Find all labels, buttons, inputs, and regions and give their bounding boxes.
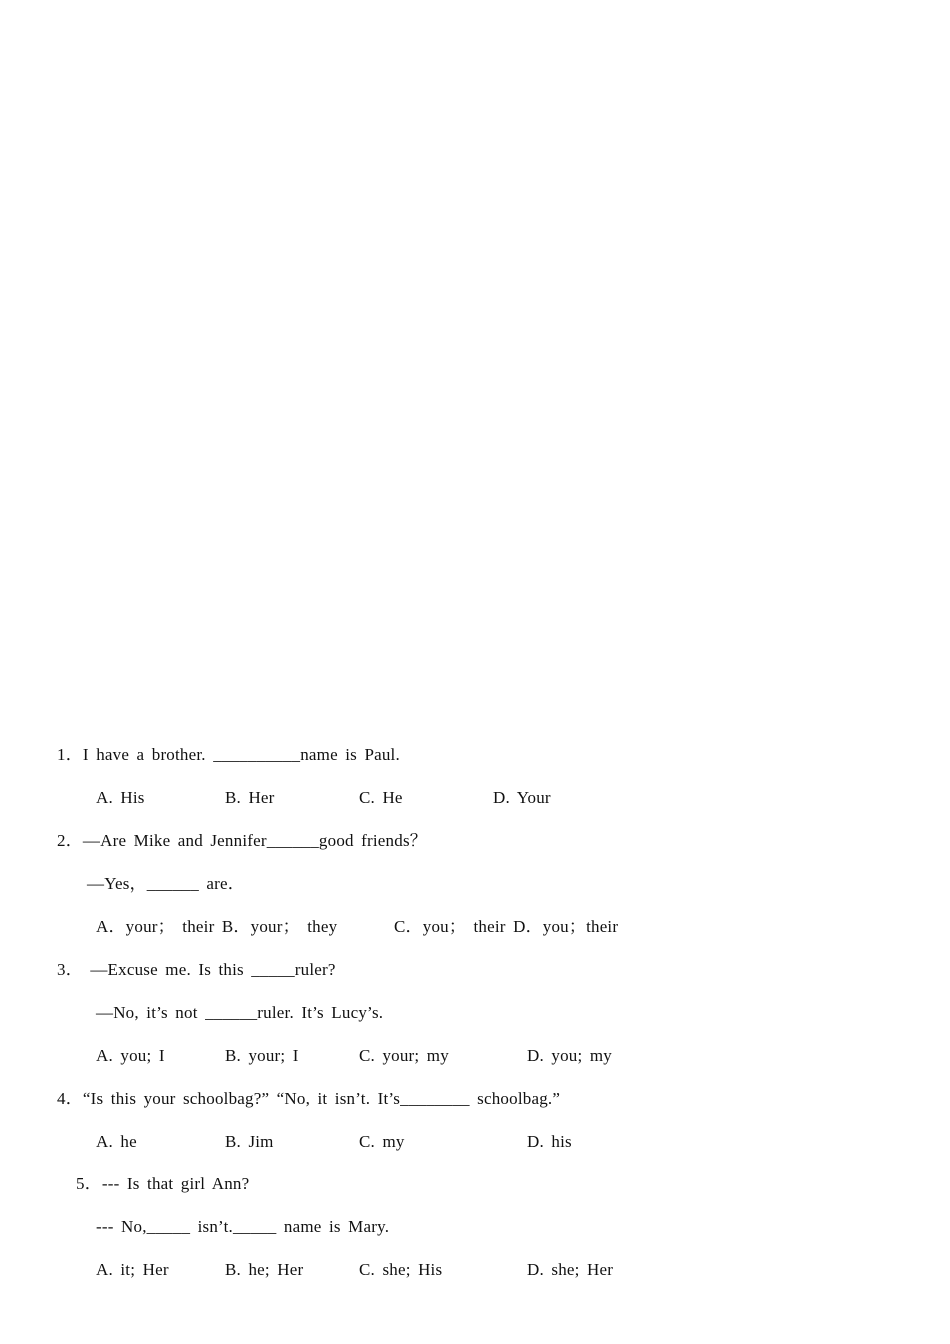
question-3-option-a: A. you; I: [96, 1046, 165, 1065]
question-4-stem: 4．“Is this your schoolbag?” “No, it isn’t. It’s________ schoolbag.”: [57, 1089, 561, 1108]
question-2-options-ab: A．your； their B．your； they: [96, 917, 338, 936]
question-2-stem: 2．—Are Mike and Jennifer______good friends？: [57, 831, 427, 850]
question-1-option-c: C. He: [359, 788, 403, 807]
question-1-option-a: A. His: [96, 788, 145, 807]
question-3-option-b: B. your; I: [225, 1046, 299, 1065]
question-5-reply: --- No,_____ isn’t._____ name is Mary.: [96, 1217, 390, 1236]
question-5-option-b: B. he; Her: [225, 1260, 304, 1279]
question-1-stem: 1．I have a brother. __________name is Paul.: [57, 745, 400, 764]
question-1-option-d: D. Your: [493, 788, 551, 807]
question-5-option-c: C. she; His: [359, 1260, 443, 1279]
question-5-option-d: D. she; Her: [527, 1260, 614, 1279]
question-3-option-c: C. your; my: [359, 1046, 449, 1065]
question-4-option-a: A. he: [96, 1132, 137, 1151]
question-5-option-a: A. it; Her: [96, 1260, 169, 1279]
question-4-option-c: C. my: [359, 1132, 405, 1151]
question-2-options-cd: C．you； their D．you；their: [394, 917, 619, 936]
question-1-option-b: B. Her: [225, 788, 275, 807]
question-4-option-b: B. Jim: [225, 1132, 274, 1151]
question-2-reply: —Yes，______ are．: [87, 874, 245, 893]
question-3-reply: —No, it’s not ______ruler. It’s Lucy’s.: [96, 1003, 384, 1022]
question-3-stem: 3． —Excuse me. Is this _____ruler?: [57, 960, 336, 979]
question-4-option-d: D. his: [527, 1132, 572, 1151]
question-3-option-d: D. you; my: [527, 1046, 612, 1065]
question-5-stem: 5．--- Is that girl Ann?: [76, 1174, 250, 1193]
